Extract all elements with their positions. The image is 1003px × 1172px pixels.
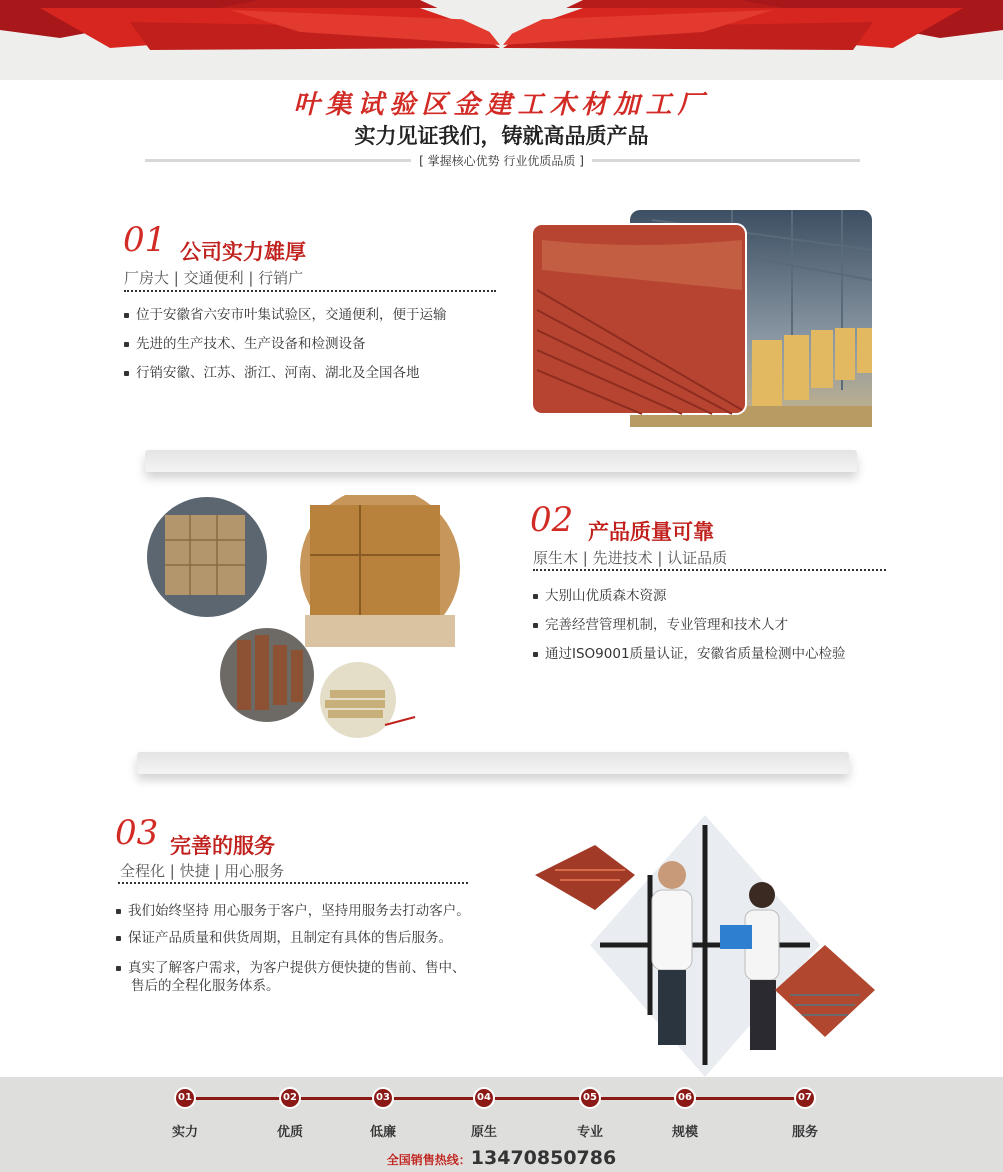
section-1-bullet: 先进的生产技术、生产设备和检测设备 (124, 332, 366, 352)
step-2-label: 优质 (276, 1125, 303, 1140)
section-1-title: 公司实力雄厚 (180, 240, 306, 264)
section-separator (145, 450, 857, 472)
section-2-dotted-divider (533, 569, 886, 571)
hotline-number: 13470850786 (470, 1147, 617, 1169)
wood-products-photo-collage (145, 495, 465, 740)
section-3-dotted-divider (118, 882, 468, 884)
step-1-label: 实力 (171, 1125, 198, 1140)
section-1-number: 01 (123, 220, 167, 260)
section-1-bullet: 行销安徽、江苏、浙江、河南、湖北及全国各地 (124, 361, 420, 381)
steps-timeline-line (185, 1097, 805, 1100)
hotline (0, 1147, 1003, 1169)
step-3-label: 低廉 (369, 1125, 396, 1140)
section-2-bullet: 通过ISO9001质量认证，安徽省质量检测中心检验 (533, 642, 846, 662)
step-7-badge: 07 (794, 1087, 816, 1109)
sub-slogan: [ 掌握核心优势 行业优质品质 ] (0, 152, 1003, 169)
section-2-number: 02 (530, 500, 574, 540)
section-2-title: 产品质量可靠 (588, 520, 714, 544)
step-3-badge: 03 (372, 1087, 394, 1109)
section-2-bullet: 完善经营管理机制，专业管理和技术人才 (533, 613, 788, 633)
step-1-badge: 01 (174, 1087, 196, 1109)
section-3-number: 03 (115, 813, 159, 853)
section-3-bullet-continuation: 售后的全程化服务体系。 (131, 978, 280, 994)
step-4-badge: 04 (473, 1087, 495, 1109)
step-4-label: 原生 (470, 1125, 497, 1140)
step-2-badge: 02 (279, 1087, 301, 1109)
factory-warehouse-photo (532, 210, 872, 427)
section-3-bullet: 我们始终坚持 用心服务于客户，坚持用服务去打动客户。 (116, 899, 470, 919)
red-ribbon-decoration (0, 0, 1003, 80)
section-3-bullet: 保证产品质量和供货周期，且制定有具体的售后服务。 (116, 926, 452, 946)
section-2-tags: 原生木 | 先进技术 | 认证品质 (533, 549, 728, 567)
page-slogan: 实力见证我们，铸就高品质产品 (354, 124, 649, 148)
section-1-tags: 厂房大 | 交通便利 | 行销广 (124, 269, 304, 287)
step-5-badge: 05 (579, 1087, 601, 1109)
section-3-tags: 全程化 | 快捷 | 用心服务 (120, 862, 285, 880)
section-3-bullet: 真实了解客户需求，为客户提供方便快捷的售前、售中、 (116, 956, 466, 976)
section-3-title: 完善的服务 (170, 834, 275, 858)
footer-bar (0, 1077, 1003, 1172)
step-7-label: 服务 (791, 1125, 818, 1140)
section-1-bullet: 位于安徽省六安市叶集试验区，交通便利，便于运输 (124, 303, 447, 323)
top-banner (0, 0, 1003, 80)
section-2-bullet: 大别山优质森木资源 (533, 584, 667, 604)
hotline-label: 全国销售热线： (386, 1153, 471, 1167)
business-meeting-photo-collage (530, 815, 880, 1080)
step-5-label: 专业 (576, 1125, 603, 1140)
section-1-dotted-divider (124, 290, 496, 292)
step-6-label: 规模 (671, 1125, 698, 1140)
step-6-badge: 06 (674, 1087, 696, 1109)
section-separator (137, 752, 849, 774)
company-brand-title: 叶集试验区金建工木材加工厂 (293, 90, 710, 120)
